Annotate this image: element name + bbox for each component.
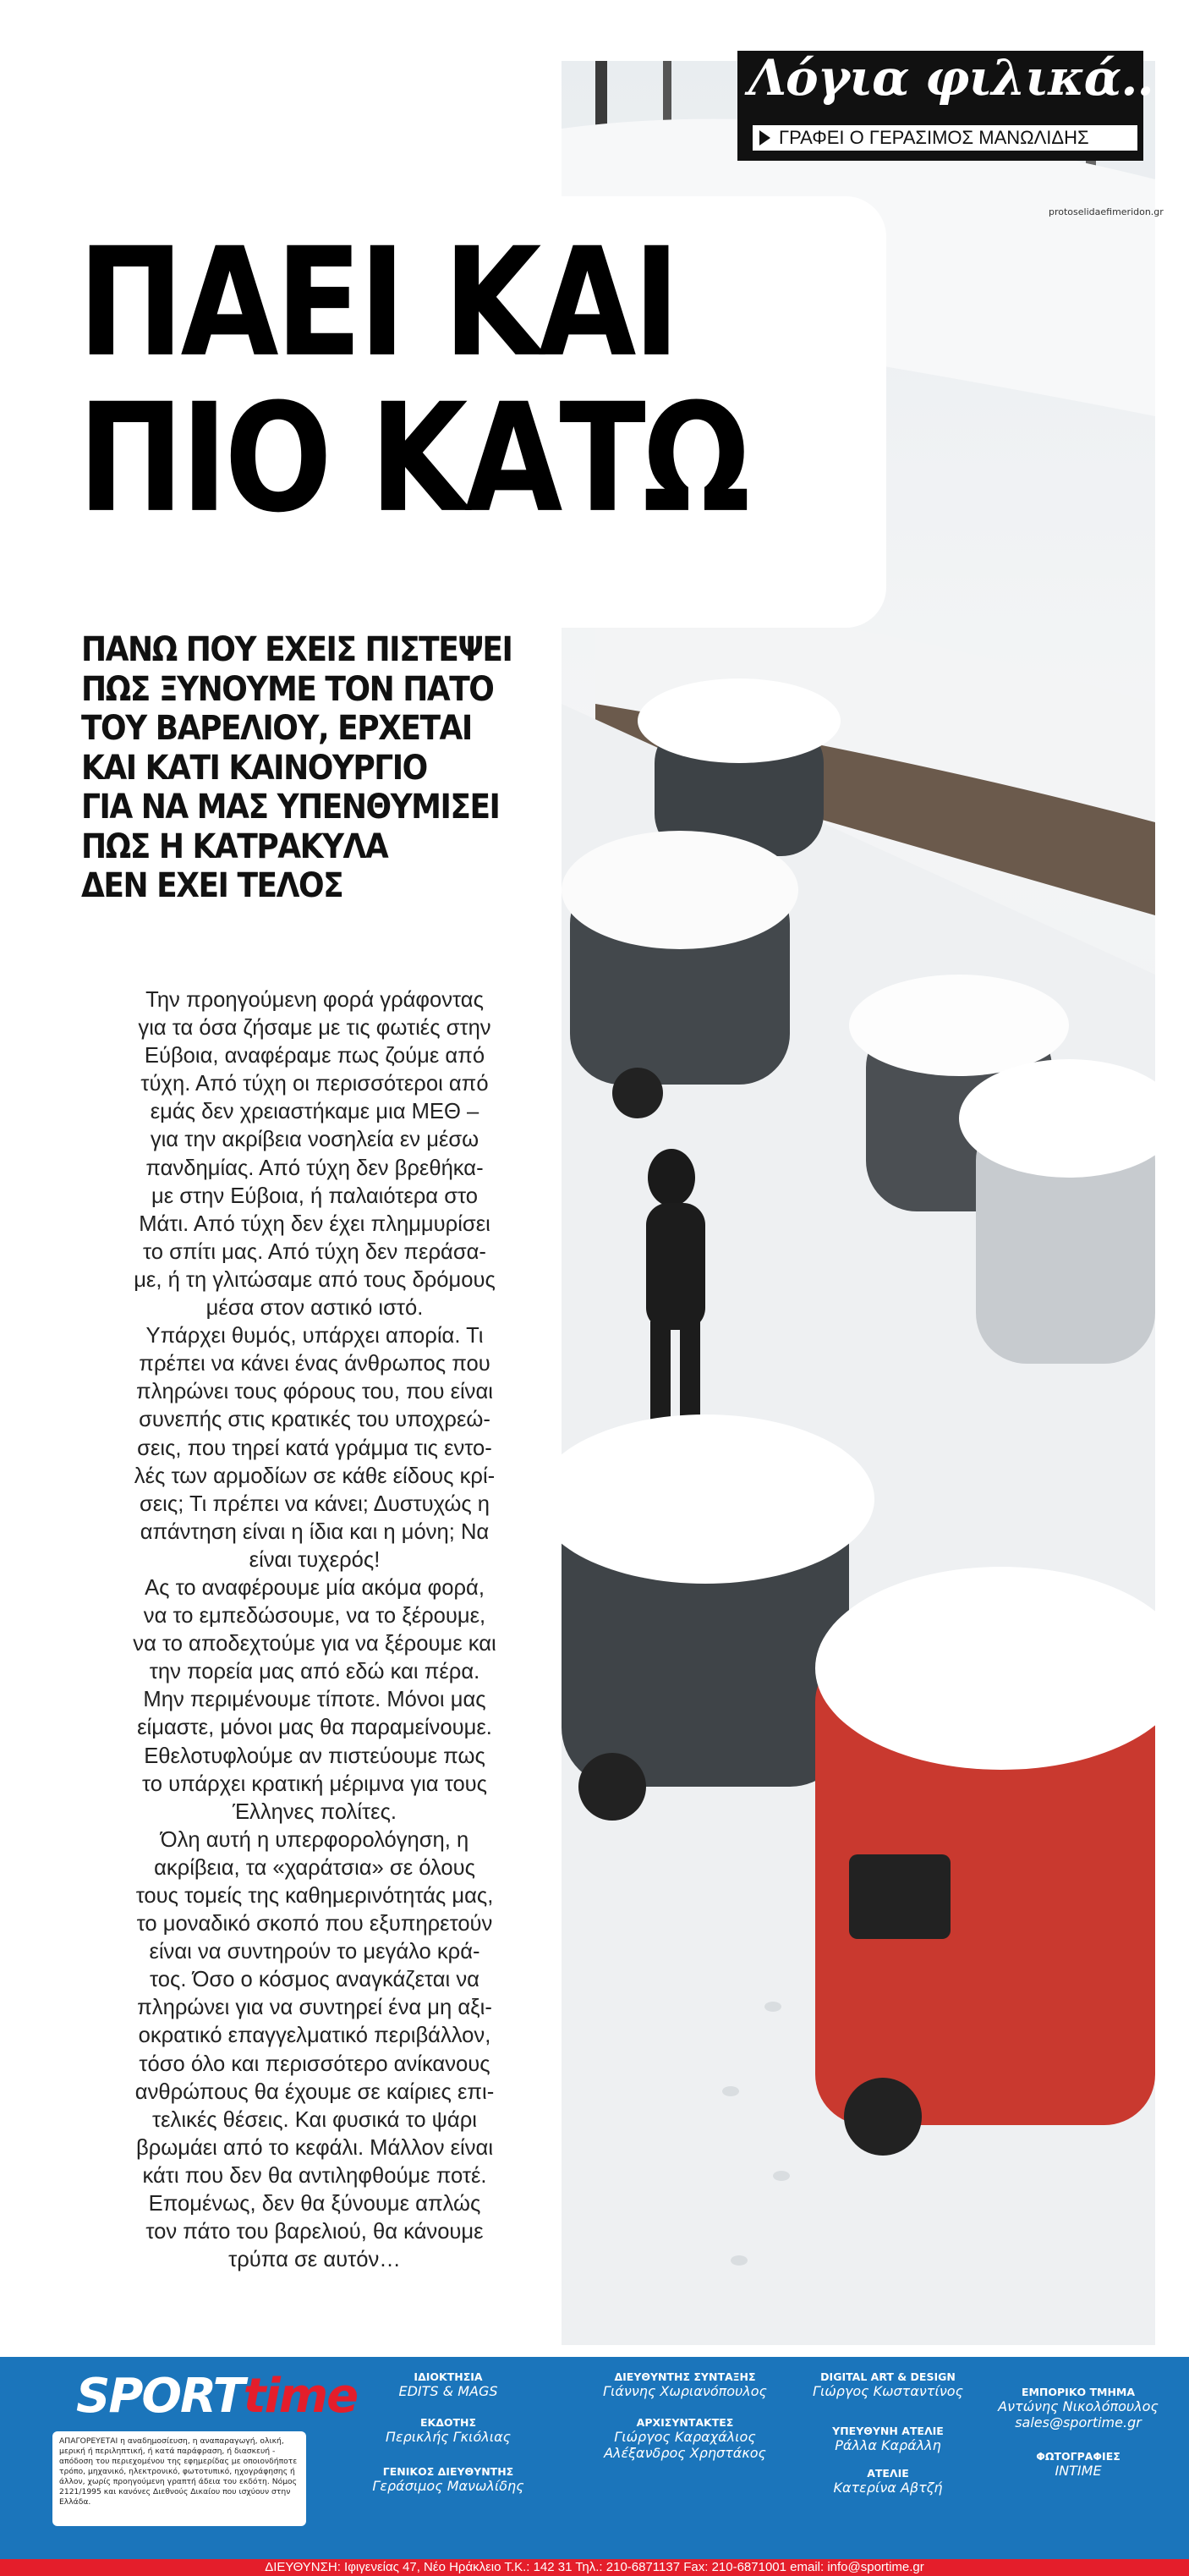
body-line: οκρατικό επαγγελματικό περιβάλλον, [138,2024,491,2048]
source-credit: protoselidaefimeridon.gr [1049,206,1164,217]
address-bar: ΔΙΕΥΘΥΝΣΗ: Ιφιγενείας 47, Νέο Ηράκλειο Τ.Κ.: 142 31 Τηλ.: 210-6871137 Fax: 210-6871001 email: info@sportime.gr [0,2559,1189,2576]
credit-publisher: ΕΚΔΟΤΗΣ Περικλής Γκιόλιας [385,2416,512,2445]
body-line: πανδημίας. Από τύχη δεν βρεθήκα- [145,1156,484,1180]
subhead-line: ΠΑΝΩ ΠΟΥ ΕΧΕΙΣ ΠΙΣΤΕΨΕΙ [81,630,512,669]
body-line: τος. Όσο ο κόσμος αναγκάζεται να [150,1968,479,1992]
article-body [78,986,551,2274]
column-name: Λόγια φιλικά... [748,49,1170,107]
headline-line-1: ΠΑΕΙ ΚΑΙ [78,217,677,391]
body-line: μέσα στον αστικό ιστό. [205,1296,424,1321]
body-line: τρύπα σε αυτόν… [228,2248,401,2272]
sportime-logo: SPORTtime [76,2369,358,2424]
subheadline [81,631,555,907]
body-line: για την ακρίβεια νοσηλεία εν μέσω [150,1128,479,1152]
body-line: το μοναδικό σκοπό που εξυπηρετούν [136,1912,493,1936]
body-line: πληρώνει τους φόρους του, που είναι [136,1380,493,1404]
author-prefix: ΓΡΑΦΕΙ Ο [779,127,864,148]
body-line: βρωμάει από το κεφάλι. Μάλλον είναι [135,2135,494,2160]
credit-commercial: ΕΜΠΟΡΙΚΟ ΤΜΗΜΑ Αντώνης Νικολόπουλος sales@sportime.gr [998,2386,1159,2430]
credit-general-director: ΓΕΝΙΚΟΣ ΔΙΕΥΘΥΝΤΗΣ Γεράσιμος Μανωλίδης [372,2465,524,2494]
body-line: σεις; Τι πρέπει να κάνει; Δυστυχώς η [139,1491,490,1516]
body-line: τον πάτο του βαρελιού, θα κάνουμε [145,2220,484,2244]
body-line: το υπάρχει κρατική μέριμνα για τους [141,1771,488,1796]
credit-photos: ΦΩΤΟΓΡΑΦΙΕΣ INTIME [1036,2450,1121,2479]
body-line: τύχη. Από τύχη οι περισσότεροι από [140,1072,489,1096]
body-line: απάντηση είναι η ίδια και η μόνη; Να [140,1519,490,1544]
body-line: Εύβοια, αναφέραμε πως ζούμε από [144,1044,485,1068]
body-line: λές των αρμοδίων σε κάθε είδους κρί- [134,1464,496,1488]
body-line: Έλληνες πολίτες. [232,1799,397,1824]
credit-digital-art: DIGITAL ART & DESIGN Γιώργος Κωσταντίνος [813,2370,963,2399]
credit-atelier: ΑΤΕΛΙΕ Κατερίνα Αβτζή [833,2467,943,2496]
body-line: τελικές θέσεις. Και φυσικά το ψάρι [152,2107,477,2132]
body-line: είμαστε, μόνοι μας θα παραμείνουμε. [137,1716,492,1740]
body-line: Όλη αυτή η υπερφορολόγηση, η [160,1827,469,1852]
body-line: συνεπής στις κρατικές του υποχρεώ- [139,1408,490,1432]
headline-line-2: ΠΙΟ ΚΑΤΩ [78,372,748,547]
body-line: σεις, που τηρεί κατά γράμμα τις εντο- [137,1436,492,1460]
copyright-disclaimer: ΑΠΑΓΟΡΕΥΕΤΑΙ η αναδημοσίευση, η αναπαραγωγή, ολική, μερική ή περιληπτική, ή κατά παράφραση, ή διασκευή - απόδοση του περιεχομένου της εφημερίδας με οποιονδήποτε τρόπο, μηχανικό, ηλεκτρονικό, φωτοτυπικό, ηχογράφησης ή άλλον, χωρίς προηγούμενη γραπτή άδεια του εκδότη. Νόμος 2121/1995 και κανόνες Διεθνούς Δικαίου που ισχύουν στην Ελλάδα. [52,2431,306,2526]
body-line: ακρίβεια, τα «χαράτσια» σε όλους [154,1855,475,1880]
body-line: είναι τυχερός! [249,1547,381,1572]
subhead-line: ΓΙΑ ΝΑ ΜΑΣ ΥΠΕΝΘΥΜΙΣΕΙ [81,788,500,827]
body-line: με, ή τη γλιτώσαμε από τους δρόμους [134,1267,496,1292]
subhead-line: ΠΩΣ Η ΚΑΤΡΑΚΥΛΑ [81,827,388,866]
body-line: είναι να συντηρούν το μεγάλο κρά- [149,1940,480,1964]
body-line: Την προηγούμενη φορά γράφοντας [145,988,484,1012]
author-name: ΓΕΡΑΣΙΜΟΣ ΜΑΝΩΛΙΔΗΣ [868,127,1089,148]
body-line: να το αποδεχτούμε για να ξέρουμε και [133,1632,496,1656]
body-line: πρέπει να κάνει ένας άνθρωπος που [139,1352,490,1376]
body-line: Υπάρχει θυμός, υπάρχει απορία. Τι [145,1324,484,1348]
body-line: με στην Εύβοια, ή παλαιότερα στο [151,1184,478,1208]
body-line: Ας το αναφέρουμε μία ακόμα φορά, [145,1575,485,1600]
subhead-line: ΠΩΣ ΞΥΝΟΥΜΕ ΤΟΝ ΠΑΤΟ [81,670,494,709]
subhead-line: ΤΟΥ ΒΑΡΕΛΙΟΥ, ΕΡΧΕΤΑΙ [81,709,472,748]
column-author [753,125,1137,151]
body-line: πληρώνει για να συντηρεί ένα μη αξι- [137,1996,492,2020]
body-line: εμάς δεν χρειαστήκαμε μια ΜΕΘ – [150,1100,479,1124]
masthead [0,2357,1189,2559]
body-line: να το εμπεδώσουμε, να το ξέρουμε, [143,1604,486,1629]
body-line: Επομένως, δεν θα ξύνουμε απλώς [148,2192,481,2216]
subhead-line: ΔΕΝ ΕΧΕΙ ΤΕΛΟΣ [81,866,343,905]
body-line: για τα όσα ζήσαμε με τις φωτιές στην [138,1016,491,1041]
body-line: κάτι που δεν θα αντιληφθούμε ποτέ. [142,2163,487,2188]
body-line: τόσο όλο και περισσότερο ανίκανους [139,2051,490,2076]
credit-ownership: ΙΔΙΟΚΤΗΣΙΑ EDITS & MAGS [398,2370,498,2399]
body-line: ανθρώπους θα έχουμε σε καίριες επι- [134,2079,495,2104]
subhead-line: ΚΑΙ ΚΑΤΙ ΚΑΙΝΟΥΡΓΙΟ [81,749,427,788]
credit-atelier-head: ΥΠΕΥΘΥΝΗ ΑΤΕΛΙΕ Ράλλα Καράλλη [832,2425,944,2453]
body-line: Μάτι. Από τύχη δεν έχει πλημμυρίσει [139,1211,490,1236]
body-line: την πορεία μας από εδώ και πέρα. [149,1660,480,1684]
body-line: Μην περιμένουμε τίποτε. Μόνοι μας [143,1688,486,1712]
play-icon [759,130,770,146]
body-line: το σπίτι μας. Από τύχη δεν περάσα- [143,1239,486,1264]
body-line: Εθελοτυφλούμε αν πιστεύουμε πως [144,1744,485,1768]
credit-editor-in-chief: ΔΙΕΥΘΥΝΤΗΣ ΣΥΝΤΑΞΗΣ Γιάννης Χωριανόπουλος [603,2370,767,2399]
credit-chief-editors: ΑΡΧΙΣΥΝΤΑΚΤΕΣ Γιώργος Καραχάλιος Αλέξανδρος Χρηστάκος [604,2416,766,2461]
body-line: τους τομείς της καθημερινότητάς μας, [135,1884,494,1908]
